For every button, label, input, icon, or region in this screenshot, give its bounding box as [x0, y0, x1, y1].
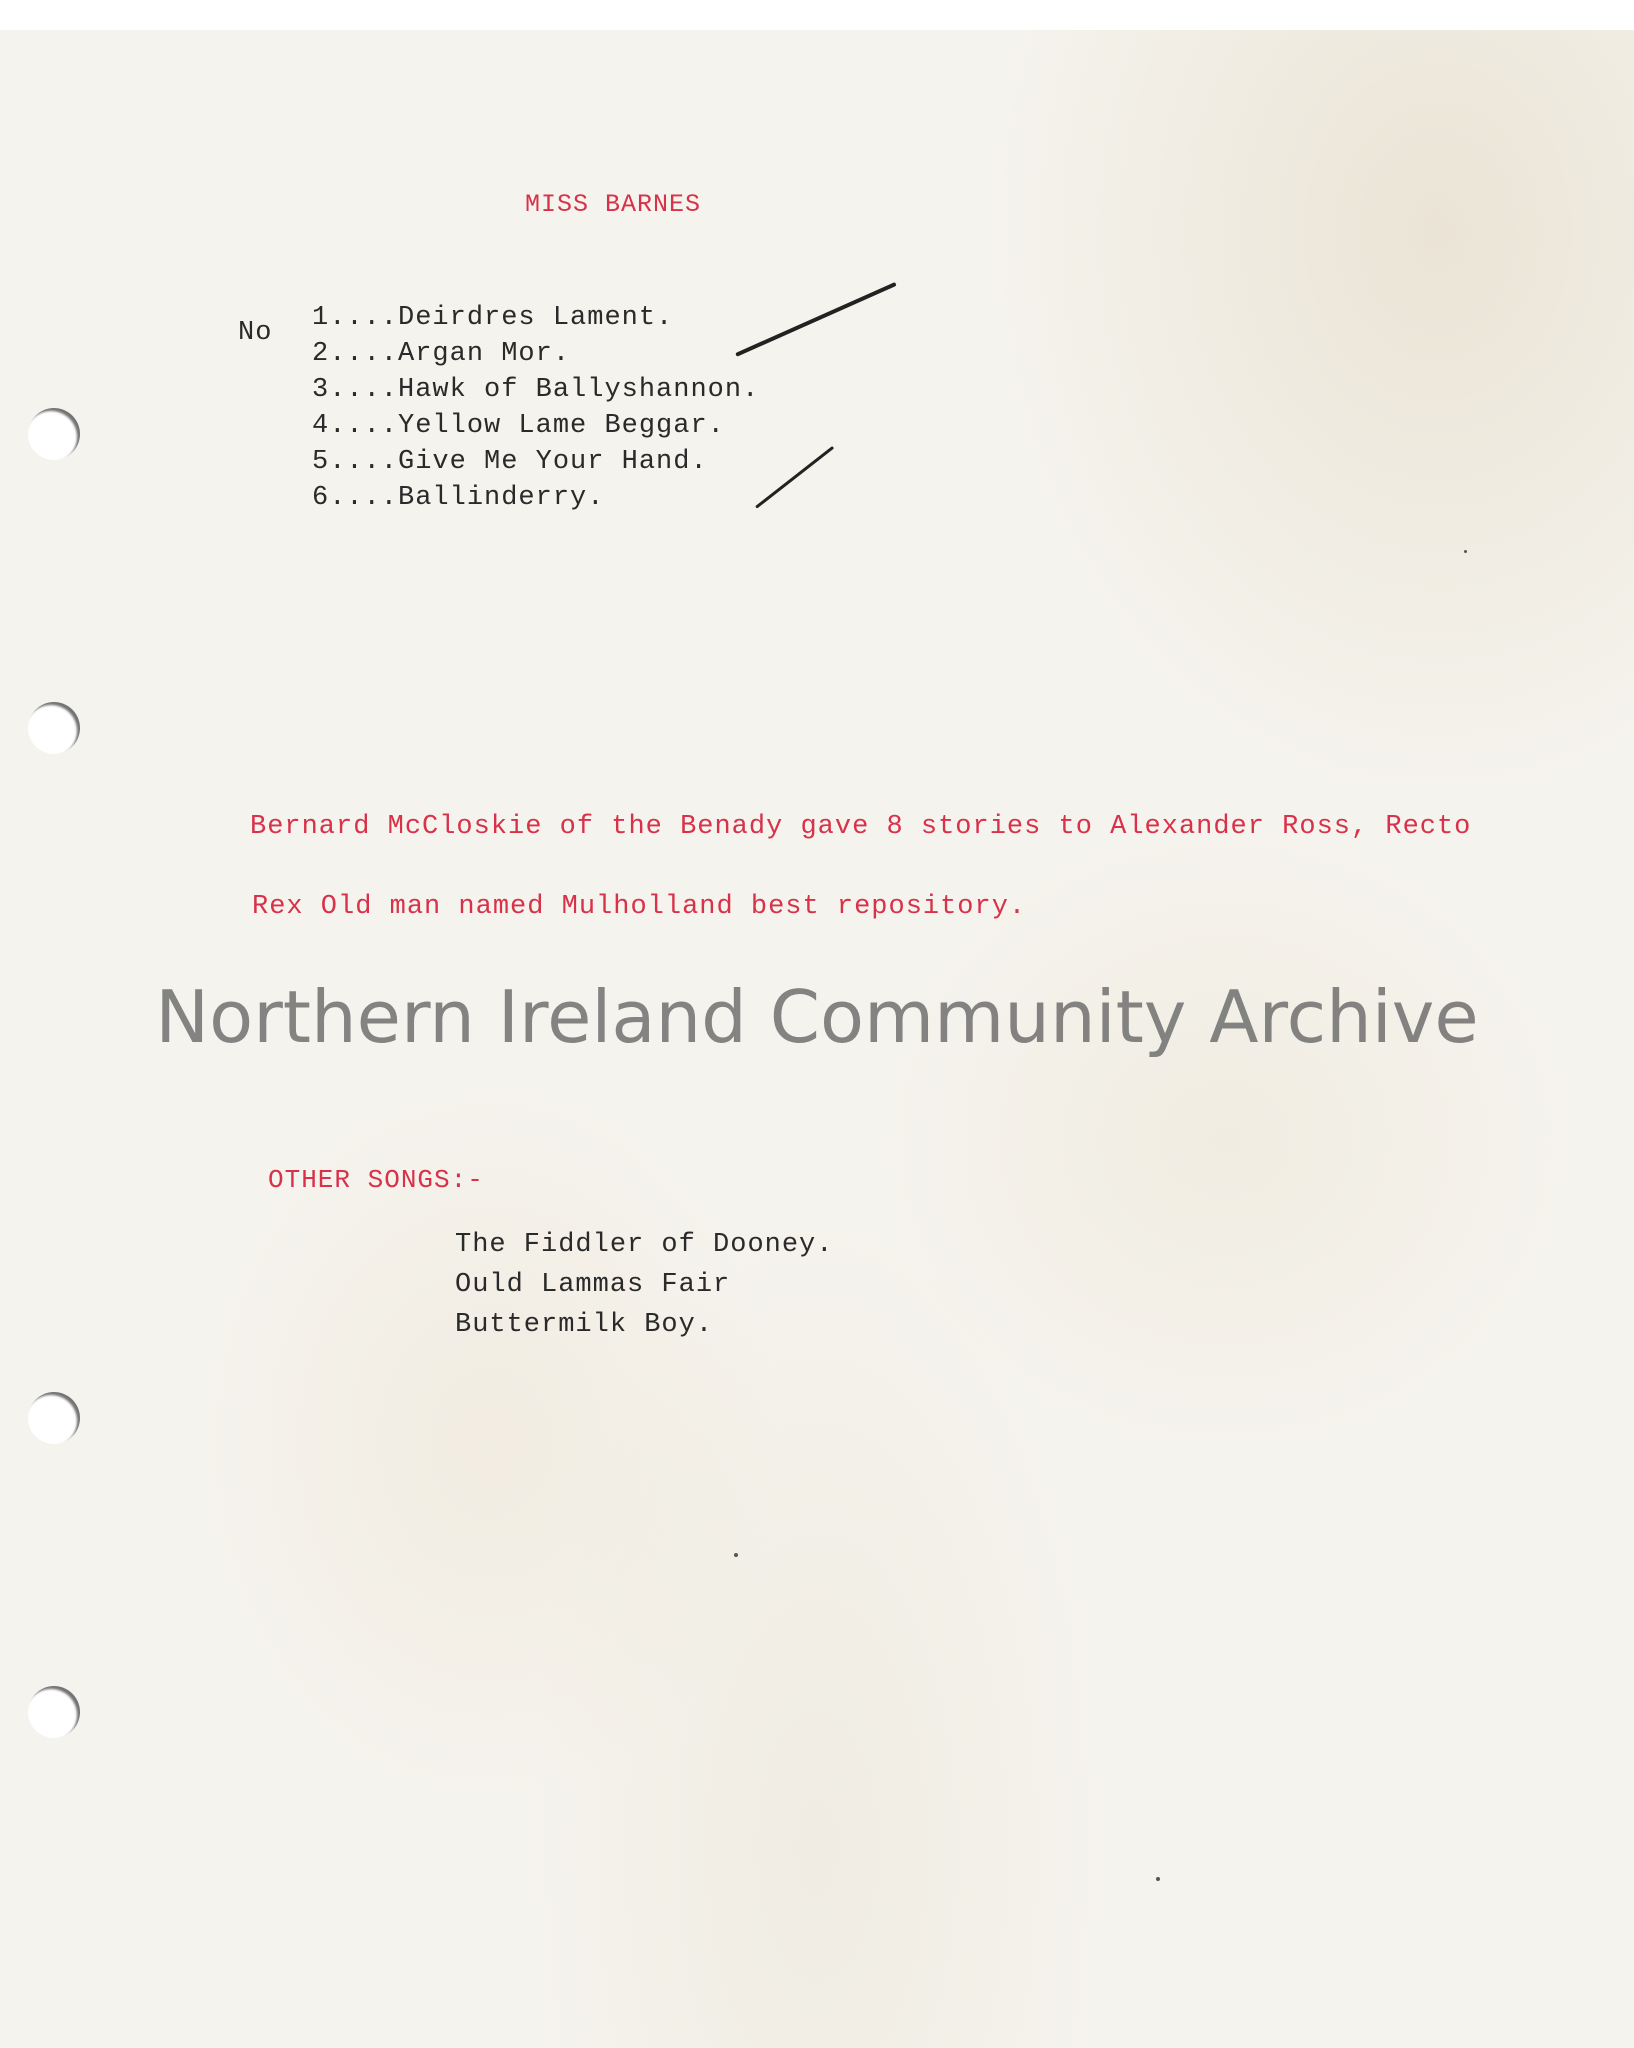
punch-hole — [28, 702, 80, 754]
song-item: 1....Deirdres Lament. — [312, 303, 674, 333]
song-item: 6....Ballinderry. — [312, 483, 605, 513]
punch-hole — [28, 1392, 80, 1444]
other-song-item: Buttermilk Boy. — [455, 1310, 714, 1340]
other-songs-heading: OTHER SONGS:- — [268, 1165, 484, 1195]
archive-watermark: Northern Ireland Community Archive — [155, 975, 1479, 1059]
punch-hole — [28, 1686, 80, 1738]
song-item: 3....Hawk of Ballyshannon. — [312, 375, 760, 405]
punch-hole — [28, 408, 80, 460]
paper-speck — [734, 1553, 738, 1557]
paper-speck — [1156, 1877, 1160, 1881]
other-songs-list — [455, 1225, 833, 1345]
note-line: Bernard McCloskie of the Benady gave 8 stories to Alexander Ross, Recto — [250, 812, 1472, 842]
other-song-item: Ould Lammas Fair — [455, 1270, 731, 1300]
song-list — [312, 300, 759, 516]
scan-top-margin — [0, 0, 1634, 30]
song-item: 2....Argan Mor. — [312, 339, 571, 369]
song-item: 4....Yellow Lame Beggar. — [312, 411, 725, 441]
note-line: Rex Old man named Mulholland best repository. — [252, 892, 1027, 922]
document-heading: MISS BARNES — [525, 190, 702, 219]
song-item: 5....Give Me Your Hand. — [312, 447, 708, 477]
other-song-item: The Fiddler of Dooney. — [455, 1230, 834, 1260]
paper-speck — [1464, 550, 1467, 553]
number-label: No — [238, 318, 273, 348]
